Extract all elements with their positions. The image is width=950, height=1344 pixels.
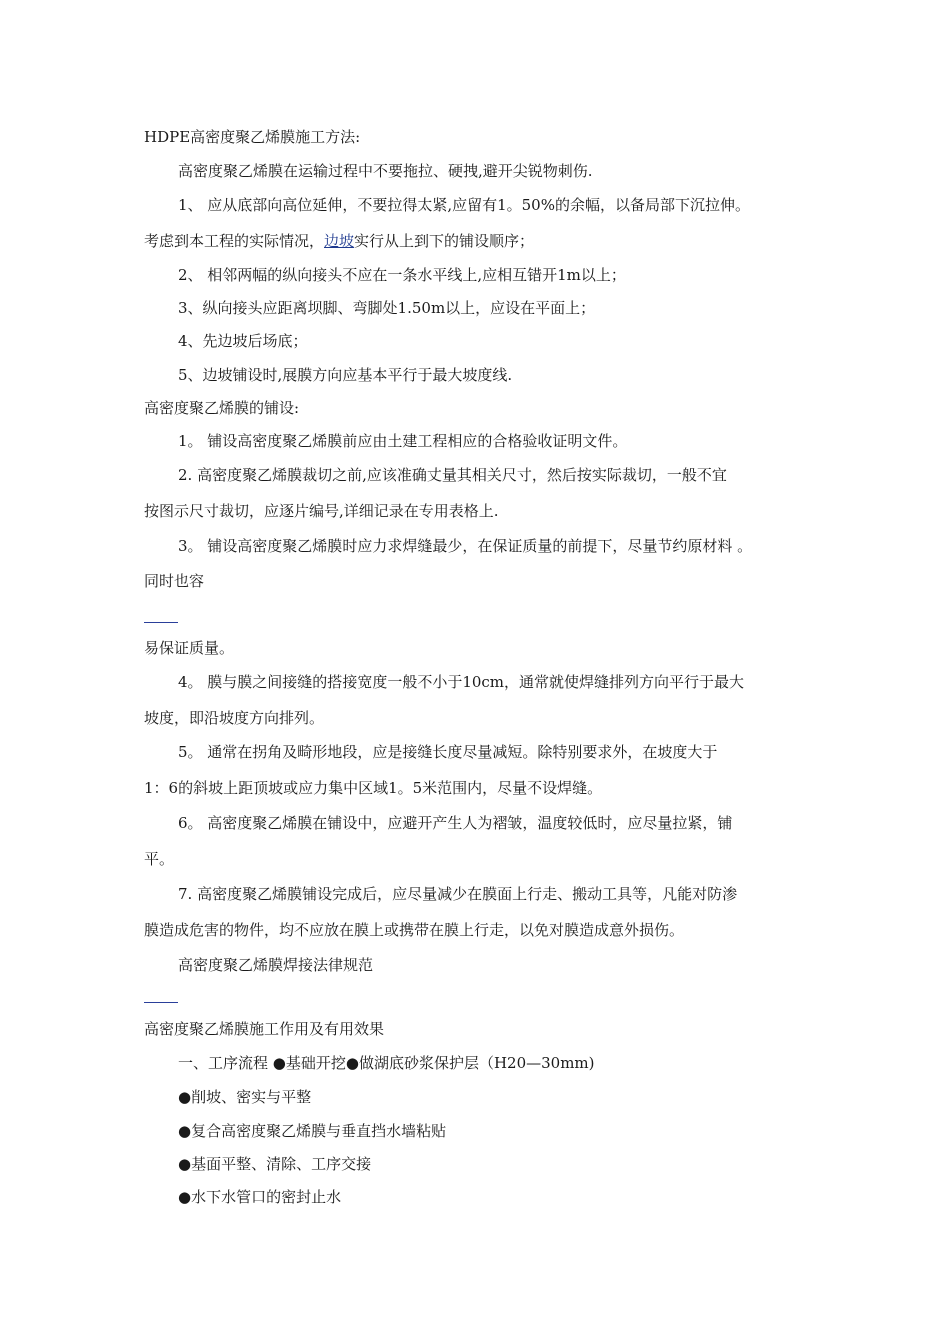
laying-item-7-line-2: 膜造成危害的物件，均不应放在膜上或携带在膜上行走，以免对膜造成意外损伤。 — [144, 921, 685, 939]
item-5: 5、边坡铺设时,展膜方向应基本平行于最大坡度线. — [178, 366, 513, 384]
bullet-item: ●削坡、密实与平整 — [178, 1088, 312, 1106]
item-1-text-pre: 考虑到本工程的实际情况， — [144, 232, 325, 250]
doc-title: HDPE高密度聚乙烯膜施工方法: — [144, 128, 361, 146]
laying-item-6-line-1: 6。 高密度聚乙烯膜在铺设中，应避开产生人为褶皱，温度较低时，应尽量拉紧，铺 — [178, 814, 733, 832]
laying-item-3-line-3: 易保证质量。 — [144, 639, 235, 657]
laying-item-5-line-1: 5。 通常在拐角及畸形地段，应是接缝长度尽量减短。除特别要求外，在坡度大于 — [178, 743, 718, 761]
laying-item-4-line-1: 4。 膜与膜之间接缝的搭接宽度一般不小于10cm，通常就使焊缝排列方向平行于最大 — [178, 673, 745, 691]
separator-line — [144, 622, 178, 623]
laying-item-3-line-2: 同时也容 — [144, 572, 205, 590]
bullet-item: ●水下水管口的密封止水 — [178, 1188, 342, 1206]
item-2: 2、 相邻两幅的纵向接头不应在一条水平线上,应相互错开1m以上； — [178, 266, 626, 284]
item-1-line-2 — [144, 231, 534, 251]
intro-paragraph: 高密度聚乙烯膜在运输过程中不要拖拉、硬拽,避开尖锐物刺伤. — [178, 162, 593, 180]
laying-item-2-line-1: 2. 高密度聚乙烯膜裁切之前,应该准确丈量其相关尺寸，然后按实际裁切，一般不宜 — [178, 466, 727, 484]
item-4: 4、先边坡后场底； — [178, 332, 308, 350]
laying-item-3-line-1: 3。 铺设高密度聚乙烯膜时应力求焊缝最少，在保证质量的前提下，尽量节约原材料 。 — [178, 537, 753, 555]
welding-standard-heading: 高密度聚乙烯膜焊接法律规范 — [178, 956, 374, 974]
process-flow-heading: 一、工序流程 ●基础开挖●做湖底砂浆保护层（H20—30mm) — [178, 1054, 595, 1072]
bullet-item: ●基面平整、清除、工序交接 — [178, 1155, 372, 1173]
section-heading-laying: 高密度聚乙烯膜的铺设: — [144, 399, 300, 417]
slope-link[interactable]: 边坡 — [324, 232, 355, 250]
bullet-item: ●复合高密度聚乙烯膜与垂直挡水墙粘贴 — [178, 1122, 447, 1140]
laying-item-2-line-2: 按图示尺寸裁切，应逐片编号,详细记录在专用表格上. — [144, 502, 499, 520]
separator-line — [144, 1002, 178, 1003]
laying-item-5-line-2: 1：6的斜坡上距顶坡或应力集中区域1。5米范围内，尽量不设焊缝。 — [144, 779, 603, 797]
item-3: 3、纵向接头应距离坝脚、弯脚处1.50m以上，应设在平面上； — [178, 299, 596, 317]
laying-item-6-line-2: 平。 — [144, 850, 175, 868]
item-1-line-1: 1、 应从底部向高位延伸，不要拉得太紧,应留有1。50%的余幅，以备局部下沉拉伸。 — [178, 196, 750, 214]
laying-item-1: 1。 铺设高密度聚乙烯膜前应由土建工程相应的合格验收证明文件。 — [178, 432, 628, 450]
laying-item-7-line-1: 7. 高密度聚乙烯膜铺设完成后，应尽量减少在膜面上行走、搬动工具等，凡能对防渗 — [178, 885, 738, 903]
section-heading-effects: 高密度聚乙烯膜施工作用及有用效果 — [144, 1020, 385, 1038]
laying-item-4-line-2: 坡度，即沿坡度方向排列。 — [144, 709, 325, 727]
item-1-text-post: 实行从上到下的铺设顺序； — [354, 232, 535, 250]
